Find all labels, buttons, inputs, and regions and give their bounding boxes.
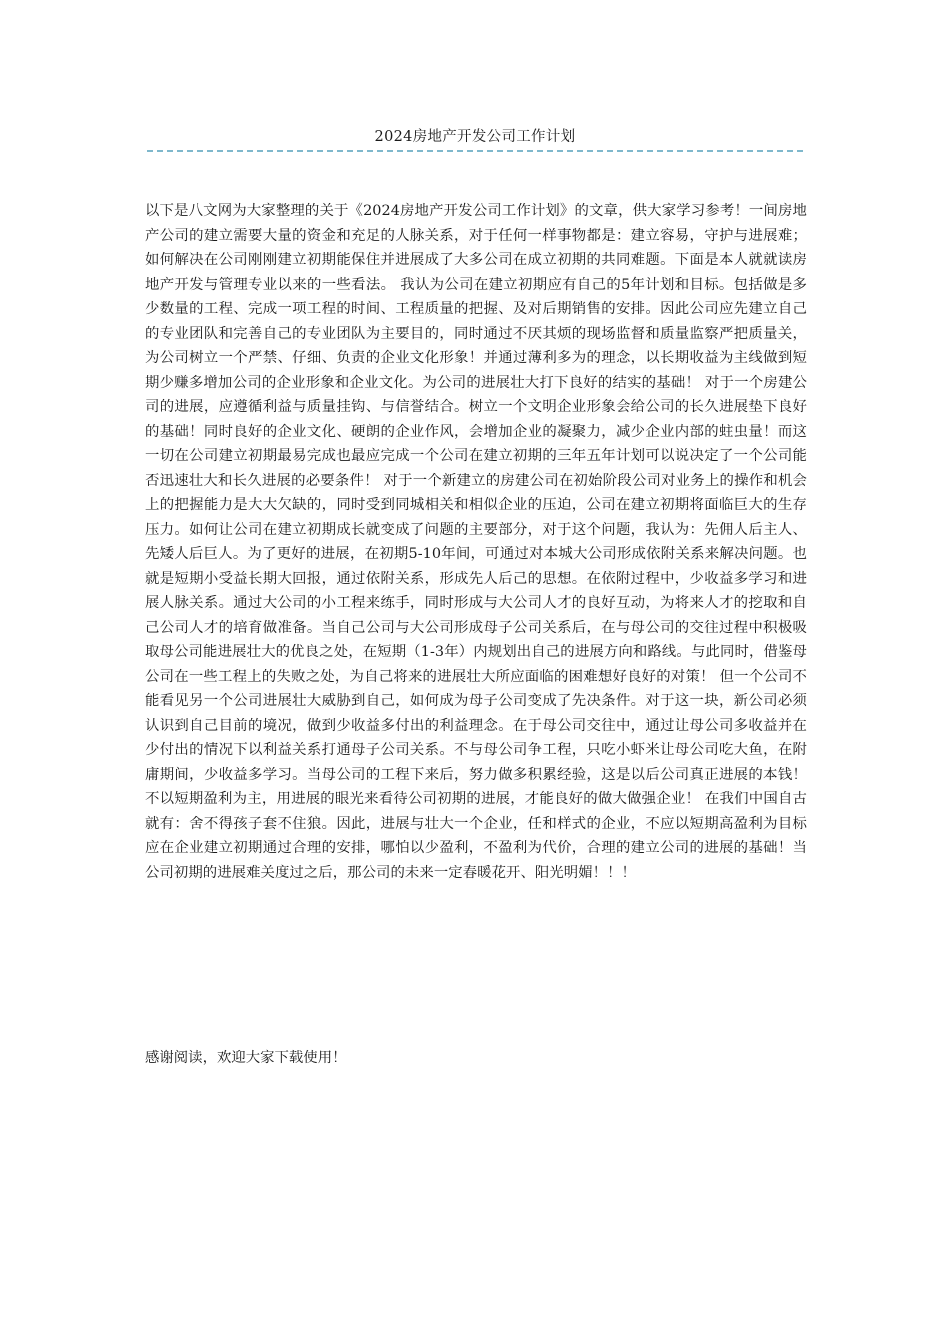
closing-note: 感谢阅读，欢迎大家下载使用！ [145, 1050, 347, 1066]
document-body: 以下是八文网为大家整理的关于《2024房地产开发公司工作计划》的文章，供大家学习参考！一间房地产公司的建立需要大量的资金和充足的人脉关系，对于任何一样事物都是：建立容易，守护与进展难；如何解决在公司刚刚建立初期能保住并进展成了大多公司在成立初期的共同难题。下面是本人就就读房地产开发与管理专业以来的一些看法。 我认为公司在建立初期应有自己的5年计划和目标。包括做是多少数量的工程、完成一项工程的时间、工程质量的把握、及对后期销售的安排。因此公司应先建立自己的专业团队和完善自己的专业团队为主要目的，同时通过不厌其烦的现场监督和质量监察严把质量关，为公司树立一个严禁、仔细、负责的企业文化形象！并通过薄利多为的理念，以长期收益为主线做到短期少赚多增加公司的企业形象和企业文化。为公司的进展壮大打下良好的结实的基础！ 对于一个房建公司的进展，应遵循利益与质量挂钩、与信誉结合。树立一个文明企业形象会给公司的长久进展垫下良好的基础！同时良好的企业文化、硬朗的企业作风，会增加企业的凝聚力，减少企业内部的蛀虫量！而这一切在公司建立初期最易完成也最应完成一个公司在建立初期的三年五年计划可以说决定了一个公司能否迅速壮大和长久进展的必要条件！ 对于一个新建立的房建公司在初始阶段公司对业务上的操作和机会上的把握能力是大大欠缺的，同时受到同城相关和相似企业的压迫，公司在建立初期将面临巨大的生存压力。如何让公司在建立初期成长就变成了问题的主要部分，对于这个问题，我认为：先佣人后主人、先矮人后巨人。为了更好的进展，在初期5-10年间，可通过对本城大公司形成依附关系来解决问题。也就是短期小受益长期大回报，通过依附关系，形成先人后己的思想。在依附过程中，少收益多学习和进展人脉关系。通过大公司的小工程来练手，同时形成与大公司人才的良好互动，为将来人才的挖取和自己公司人才的培育做准备。当自己公司与大公司形成母子公司关系后，在与母公司的交往过程中积极吸取母公司能进展壮大的优良之处，在短期（1-3年）内规划出自己的进展方向和路线。与此同时，借鉴母公司在一些工程上的失败之处，为自己将来的进展壮大所应面临的困难想好良好的对策！ 但一个公司不能看见另一个公司进展壮大威胁到自己，如何成为母子公司变成了先决条件。对于这一块，新公司必须认识到自己目前的境况，做到少收益多付出的利益理念。在于母公司交往中，通过让母公司多收益并在少付出的情况下以利益关系打通母子公司关系。不与母公司争工程，只吃小虾米让母公司吃大鱼，在附庸期间，少收益多学习。当母公司的工程下来后，努力做多积累经验，这是以后公司真正进展的本钱！不以短期盈利为主，用进展的眼光来看待公司初期的进展，才能良好的做大做强企业！ 在我们中国自古就有：舍不得孩子套不住狼。因此，进展与壮大一个企业，任和样式的企业，不应以短期高盈利为目标应在企业建立初期通过合理的安排，哪怕以少盈利，不盈利为代价，合理的建立公司的进展的基础！当公司初期的进展难关度过之后，那公司的未来一定春暖花开、阳光明媚！！！ [145, 203, 807, 881]
document-title: 2024房地产开发公司工作计划 [374, 129, 576, 145]
title-divider [147, 150, 803, 152]
